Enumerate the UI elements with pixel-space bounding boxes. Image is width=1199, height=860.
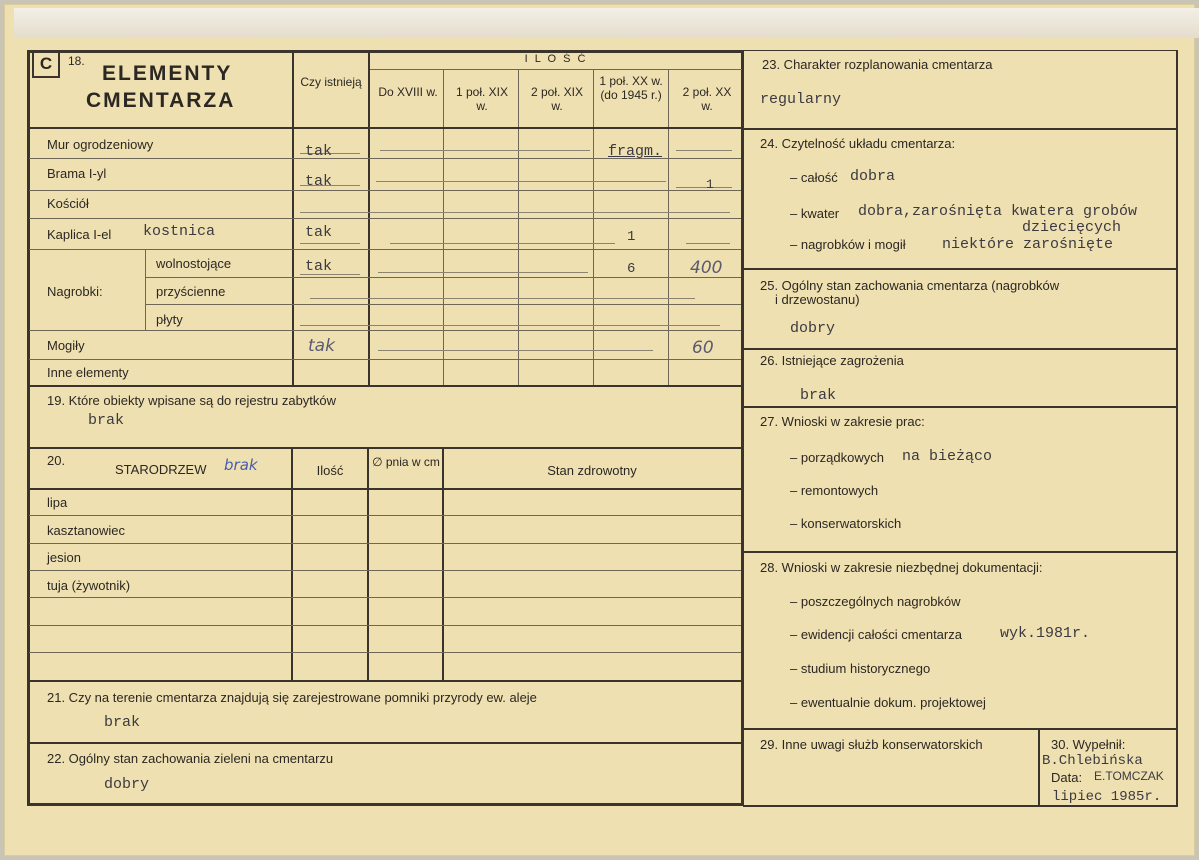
row-brama-label: Brama I-yl [47, 166, 107, 181]
sec24-label: 24. Czytelność układu cmentarza: [760, 136, 956, 151]
h-20-r3 [29, 570, 741, 571]
h-sec20-bottom [27, 680, 743, 682]
dash [300, 212, 730, 213]
dash [300, 325, 720, 326]
col-istnieja: Czy istnieją [300, 75, 362, 89]
sec24-kwater-value: dobra,zarośnięta kwatera grobów [858, 203, 1138, 220]
h-r2 [29, 190, 741, 191]
nagrobki-1pol20: 6 [627, 261, 636, 277]
col-stan: Stan zdrowotny [547, 463, 637, 478]
col-1pol20: 1 poł. XX w. (do 1945 r.) [599, 74, 663, 102]
sec28-studium: – studium historycznego [790, 661, 931, 676]
nagrobki-istnieja: tak [305, 258, 333, 275]
sec21-value: brak [104, 714, 141, 731]
sec18-number: 18. [68, 54, 85, 68]
sec20-title: STARODRZEW [115, 462, 207, 477]
sec22-value: dobry [104, 776, 150, 793]
sec24-kwater-value2: dziecięcych [1022, 219, 1122, 236]
h-20-r5 [29, 625, 741, 626]
dash [300, 243, 360, 244]
dash [378, 272, 588, 273]
h-sec18-bottom [27, 385, 743, 387]
tree-item: lipa [47, 495, 68, 510]
sec24-kwater-label: – kwater [790, 206, 840, 221]
col-ilosc-20: Ilość [316, 463, 344, 478]
row-kosciol-label: Kościół [47, 196, 89, 211]
tape-strip [14, 8, 1199, 38]
frame-right-bottom [743, 805, 1178, 807]
h-20-r4 [29, 597, 741, 598]
dash [686, 243, 730, 244]
sec26-label: 26. Istniejące zagrożenia [760, 353, 904, 368]
frame-right-top [743, 50, 1178, 51]
sec26-value: brak [800, 387, 837, 404]
sec30-label: 30. Wypełnił: [1051, 737, 1126, 752]
h-sec19-bottom [27, 447, 743, 449]
sec27-remont: – remontowych [790, 483, 879, 498]
h-r3 [29, 218, 741, 219]
dash [380, 150, 590, 151]
h-header-bottom [27, 127, 743, 129]
h-r4 [29, 249, 741, 250]
sec27-konserw: – konserwatorskich [790, 516, 902, 531]
dash [376, 181, 666, 182]
sec19-value: brak [88, 412, 125, 429]
sec23-value: regularny [760, 91, 842, 108]
sec28-projekt: – ewentualnie dokum. projektowej [790, 695, 986, 710]
v-20-pnia [367, 449, 369, 680]
row-inne-label: Inne elementy [47, 365, 129, 380]
sec30-data-hand: E.TOMCZAK [1094, 769, 1164, 783]
sec23-label: 23. Charakter rozplanowania cmentarza [762, 57, 993, 72]
h-r7 [29, 359, 741, 360]
tree-item: jesion [47, 550, 81, 565]
mur-1pol20: fragm. [608, 143, 663, 160]
col-pnia: ∅ pnia w cm [372, 455, 440, 469]
dash [390, 243, 615, 244]
col-1pol19: 1 poł. XIX w. [455, 85, 509, 113]
h-20-r2 [29, 543, 741, 544]
section-letter: C [32, 50, 60, 78]
sec24-nagrobkow-value: niektóre zarośnięte [942, 236, 1114, 253]
v-2pol20 [668, 70, 669, 385]
h-20-r6 [29, 652, 741, 653]
v-1pol19 [443, 70, 444, 385]
v-nagrobki-sub [145, 249, 146, 330]
h-ilosc [370, 69, 742, 70]
dash [676, 187, 732, 188]
brama-2pol20: 1 [706, 177, 714, 192]
sec28-ewidencji-value: wyk.1981r. [1000, 625, 1091, 642]
mogily-istnieja: tak [308, 336, 335, 356]
sec20-number: 20. [47, 453, 66, 468]
sec30-name: B.Chlebińska [1042, 753, 1143, 769]
sec27-porz-label: – porządkowych [790, 450, 884, 465]
v-sec29-30 [1038, 729, 1040, 806]
h-sec27-bottom [743, 551, 1178, 553]
col-ilosc: I L O Ś Ć [524, 53, 588, 65]
row-nagrobki-wolno: wolnostojące [156, 256, 232, 271]
h-20-header [27, 488, 743, 490]
brama-istnieja: tak [305, 173, 333, 190]
row-nagrobki-plyty: płyty [156, 312, 183, 327]
v-20-ilosc [291, 449, 293, 680]
mogily-2pol20: 60 [692, 338, 714, 358]
v-20-stan [442, 449, 444, 680]
sec22-label: 22. Ogólny stan zachowania zieleni na cmentarzu [47, 751, 334, 766]
nagrobki-2pol20: 400 [690, 258, 723, 278]
sec25-label-1: 25. Ogólny stan zachowania cmentarza (nagrobków [760, 278, 1060, 293]
dash [378, 350, 653, 351]
sec30-data-label: Data: [1051, 770, 1083, 785]
row-mur-label: Mur ogrodzeniowy [47, 137, 154, 152]
mur-istnieja: tak [305, 143, 333, 160]
row-kaplica-label: Kaplica I-el [47, 227, 112, 242]
h-sec21-bottom [27, 742, 743, 744]
kaplica-1pol20: 1 [627, 229, 636, 245]
sec27-label: 27. Wnioski w zakresie prac: [760, 414, 925, 429]
col-2pol19: 2 poł. XIX w. [530, 85, 584, 113]
sec28-label: 28. Wnioski w zakresie niezbędnej dokumentacji: [760, 560, 1043, 575]
sec19-label: 19. Które obiekty wpisane są do rejestru zabytków [47, 393, 337, 408]
v-2pol19 [518, 70, 519, 385]
sec30-date: lipiec 1985r. [1052, 789, 1162, 805]
sec28-nagrobkow: – poszczególnych nagrobków [790, 594, 961, 609]
tree-item: kasztanowiec [47, 523, 126, 538]
v-1pol20 [593, 70, 594, 385]
dash [676, 150, 732, 151]
sec21-label: 21. Czy na terenie cmentarza znajdują się zarejestrowane pomniki przyrody ew. aleje [47, 690, 537, 705]
kaplica-istnieja: tak [305, 224, 333, 241]
h-sec28-bottom [743, 728, 1178, 730]
dash [310, 298, 695, 299]
h-20-r1 [29, 515, 741, 516]
h-r5b [145, 304, 741, 305]
frame-right [1176, 50, 1178, 807]
h-r5a [145, 277, 741, 278]
frame-left [27, 50, 30, 805]
sec24-calosc-label: – całość [790, 170, 838, 185]
sec18-title-2: CMENTARZA [86, 89, 236, 112]
sec18-title-1: ELEMENTY [102, 62, 233, 85]
sec24-nagrobkow-label: – nagrobków i mogił [790, 237, 906, 252]
h-sec25-bottom [743, 348, 1178, 350]
h-sec26-bottom [743, 406, 1178, 408]
h-r6 [29, 330, 741, 331]
h-sec23-bottom [743, 128, 1178, 130]
sec24-calosc-value: dobra [850, 168, 896, 185]
tree-item: tuja (żywotnik) [47, 578, 131, 593]
row-kaplica-extra: kostnica [143, 223, 216, 240]
sec25-label-2: i drzewostanu) [775, 292, 860, 307]
h-sec24-bottom [743, 268, 1178, 270]
sec29-label: 29. Inne uwagi służb konserwatorskich [760, 737, 983, 752]
frame-mid [741, 50, 744, 805]
frame-bottom [27, 803, 743, 806]
row-nagrobki-przysc: przyścienne [156, 284, 226, 299]
sec27-porz-value: na bieżąco [902, 448, 993, 465]
sec25-value: dobry [790, 320, 836, 337]
row-nagrobki-label: Nagrobki: [47, 284, 103, 299]
row-mogily-label: Mogiły [47, 338, 85, 353]
col-do18: Do XVIII w. [378, 85, 438, 99]
sec28-ewidencji-label: – ewidencji całości cmentarza [790, 627, 962, 642]
col-2pol20: 2 poł. XX w. [682, 85, 732, 113]
sec20-title-value: brak [224, 456, 258, 474]
